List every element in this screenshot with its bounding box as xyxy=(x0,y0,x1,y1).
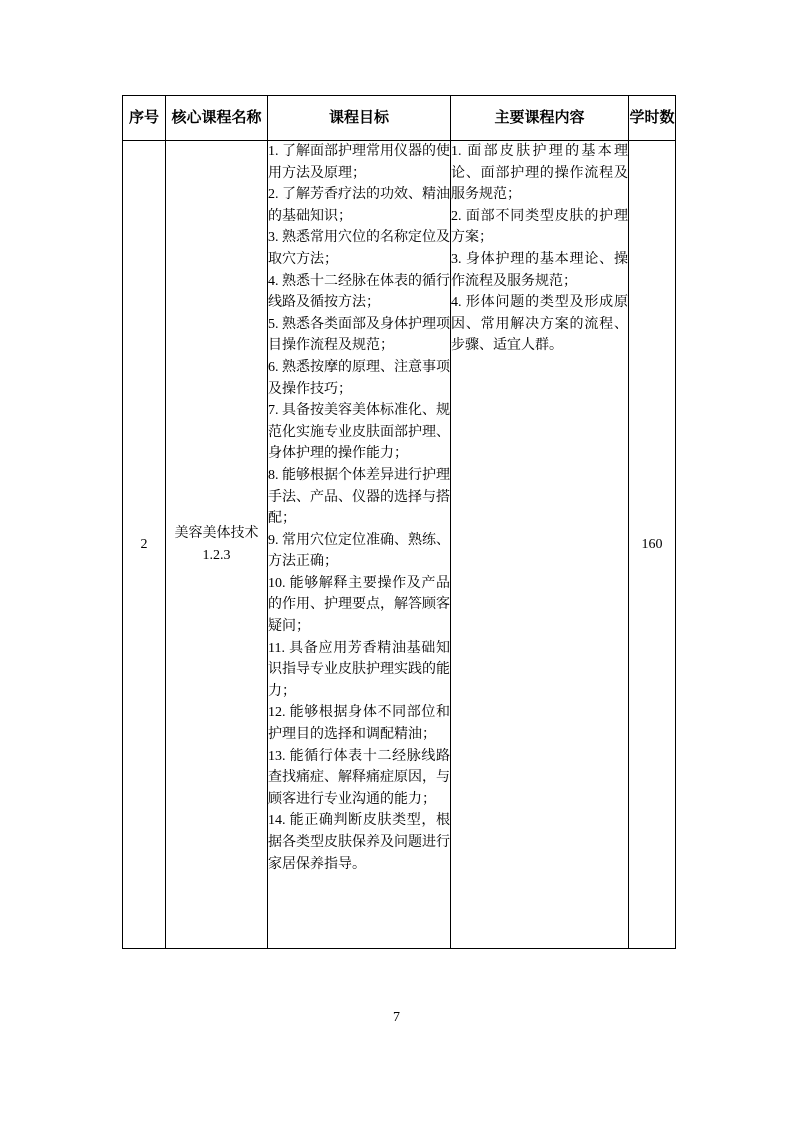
course-name: 美容美体技术 xyxy=(174,525,259,541)
objective-item: 4. 熟悉十二经脉在体表的循行线路及循按方法； xyxy=(268,273,450,311)
objective-item: 10. 能够解释主要操作及产品的作用、护理要点，解答顾客疑问； xyxy=(268,575,450,635)
objective-item: 14. 能正确判断皮肤类型，根据各类型皮肤保养及问题进行家居保养指导。 xyxy=(268,813,450,872)
content-item: 3. 身体护理的基本理论、操作流程及服务规范； xyxy=(451,251,628,289)
objective-item: 2. 了解芳香疗法的功效、精油的基础知识； xyxy=(268,187,450,224)
content-item: 2. 面部不同类型皮肤的护理方案； xyxy=(451,208,628,246)
cell-objectives xyxy=(268,141,451,949)
cell-course-name xyxy=(166,141,268,949)
col-header-hours: 学时数 xyxy=(629,96,676,141)
page-number: 7 xyxy=(393,1010,400,1025)
col-header-objectives: 课程目标 xyxy=(268,96,451,141)
objective-item: 12. 能够根据身体不同部位和护理目的选择和调配精油； xyxy=(268,705,450,743)
objective-item: 5. 熟悉各类面部及身体护理项目操作流程及规范； xyxy=(268,316,450,354)
cell-serial-number: 2 xyxy=(123,141,166,949)
objective-item: 6. 熟悉按摩的原理、注意事项及操作技巧； xyxy=(268,359,450,397)
objective-item: 13. 能循行体表十二经脉线路查找痛症、解释痛症原因，与顾客进行专业沟通的能力； xyxy=(268,748,450,807)
content-item: 4. 形体问题的类型及形成原因、常用解决方案的流程、步骤、适宜人群。 xyxy=(451,295,628,354)
table-row xyxy=(123,141,676,949)
course-table xyxy=(122,95,676,949)
course-code: 1.2.3 xyxy=(202,547,231,563)
objective-item: 11. 具备应用芳香精油基础知识指导专业皮肤护理实践的能力； xyxy=(268,640,450,699)
objective-item: 7. 具备按美容美体标准化、规范化实施专业皮肤面部护理、身体护理的操作能力； xyxy=(268,403,450,462)
cell-hours: 160 xyxy=(629,141,676,949)
cell-contents xyxy=(451,141,629,949)
col-header-contents: 主要课程内容 xyxy=(451,96,629,141)
objective-item: 1. 了解面部护理常用仪器的使用方法及原理； xyxy=(268,144,450,181)
objective-item: 8. 能够根据个体差异进行护理手法、产品、仪器的选择与搭配； xyxy=(268,467,450,527)
col-header-course-name: 核心课程名称 xyxy=(166,96,268,141)
col-header-serial: 序号 xyxy=(123,96,166,141)
objective-item: 9. 常用穴位定位准确、熟练、方法正确； xyxy=(268,532,450,570)
content-item: 1. 面部皮肤护理的基本理论、面部护理的操作流程及服务规范； xyxy=(451,144,628,203)
objective-item: 3. 熟悉常用穴位的名称定位及取穴方法； xyxy=(268,230,450,267)
table-header-row xyxy=(123,96,676,141)
